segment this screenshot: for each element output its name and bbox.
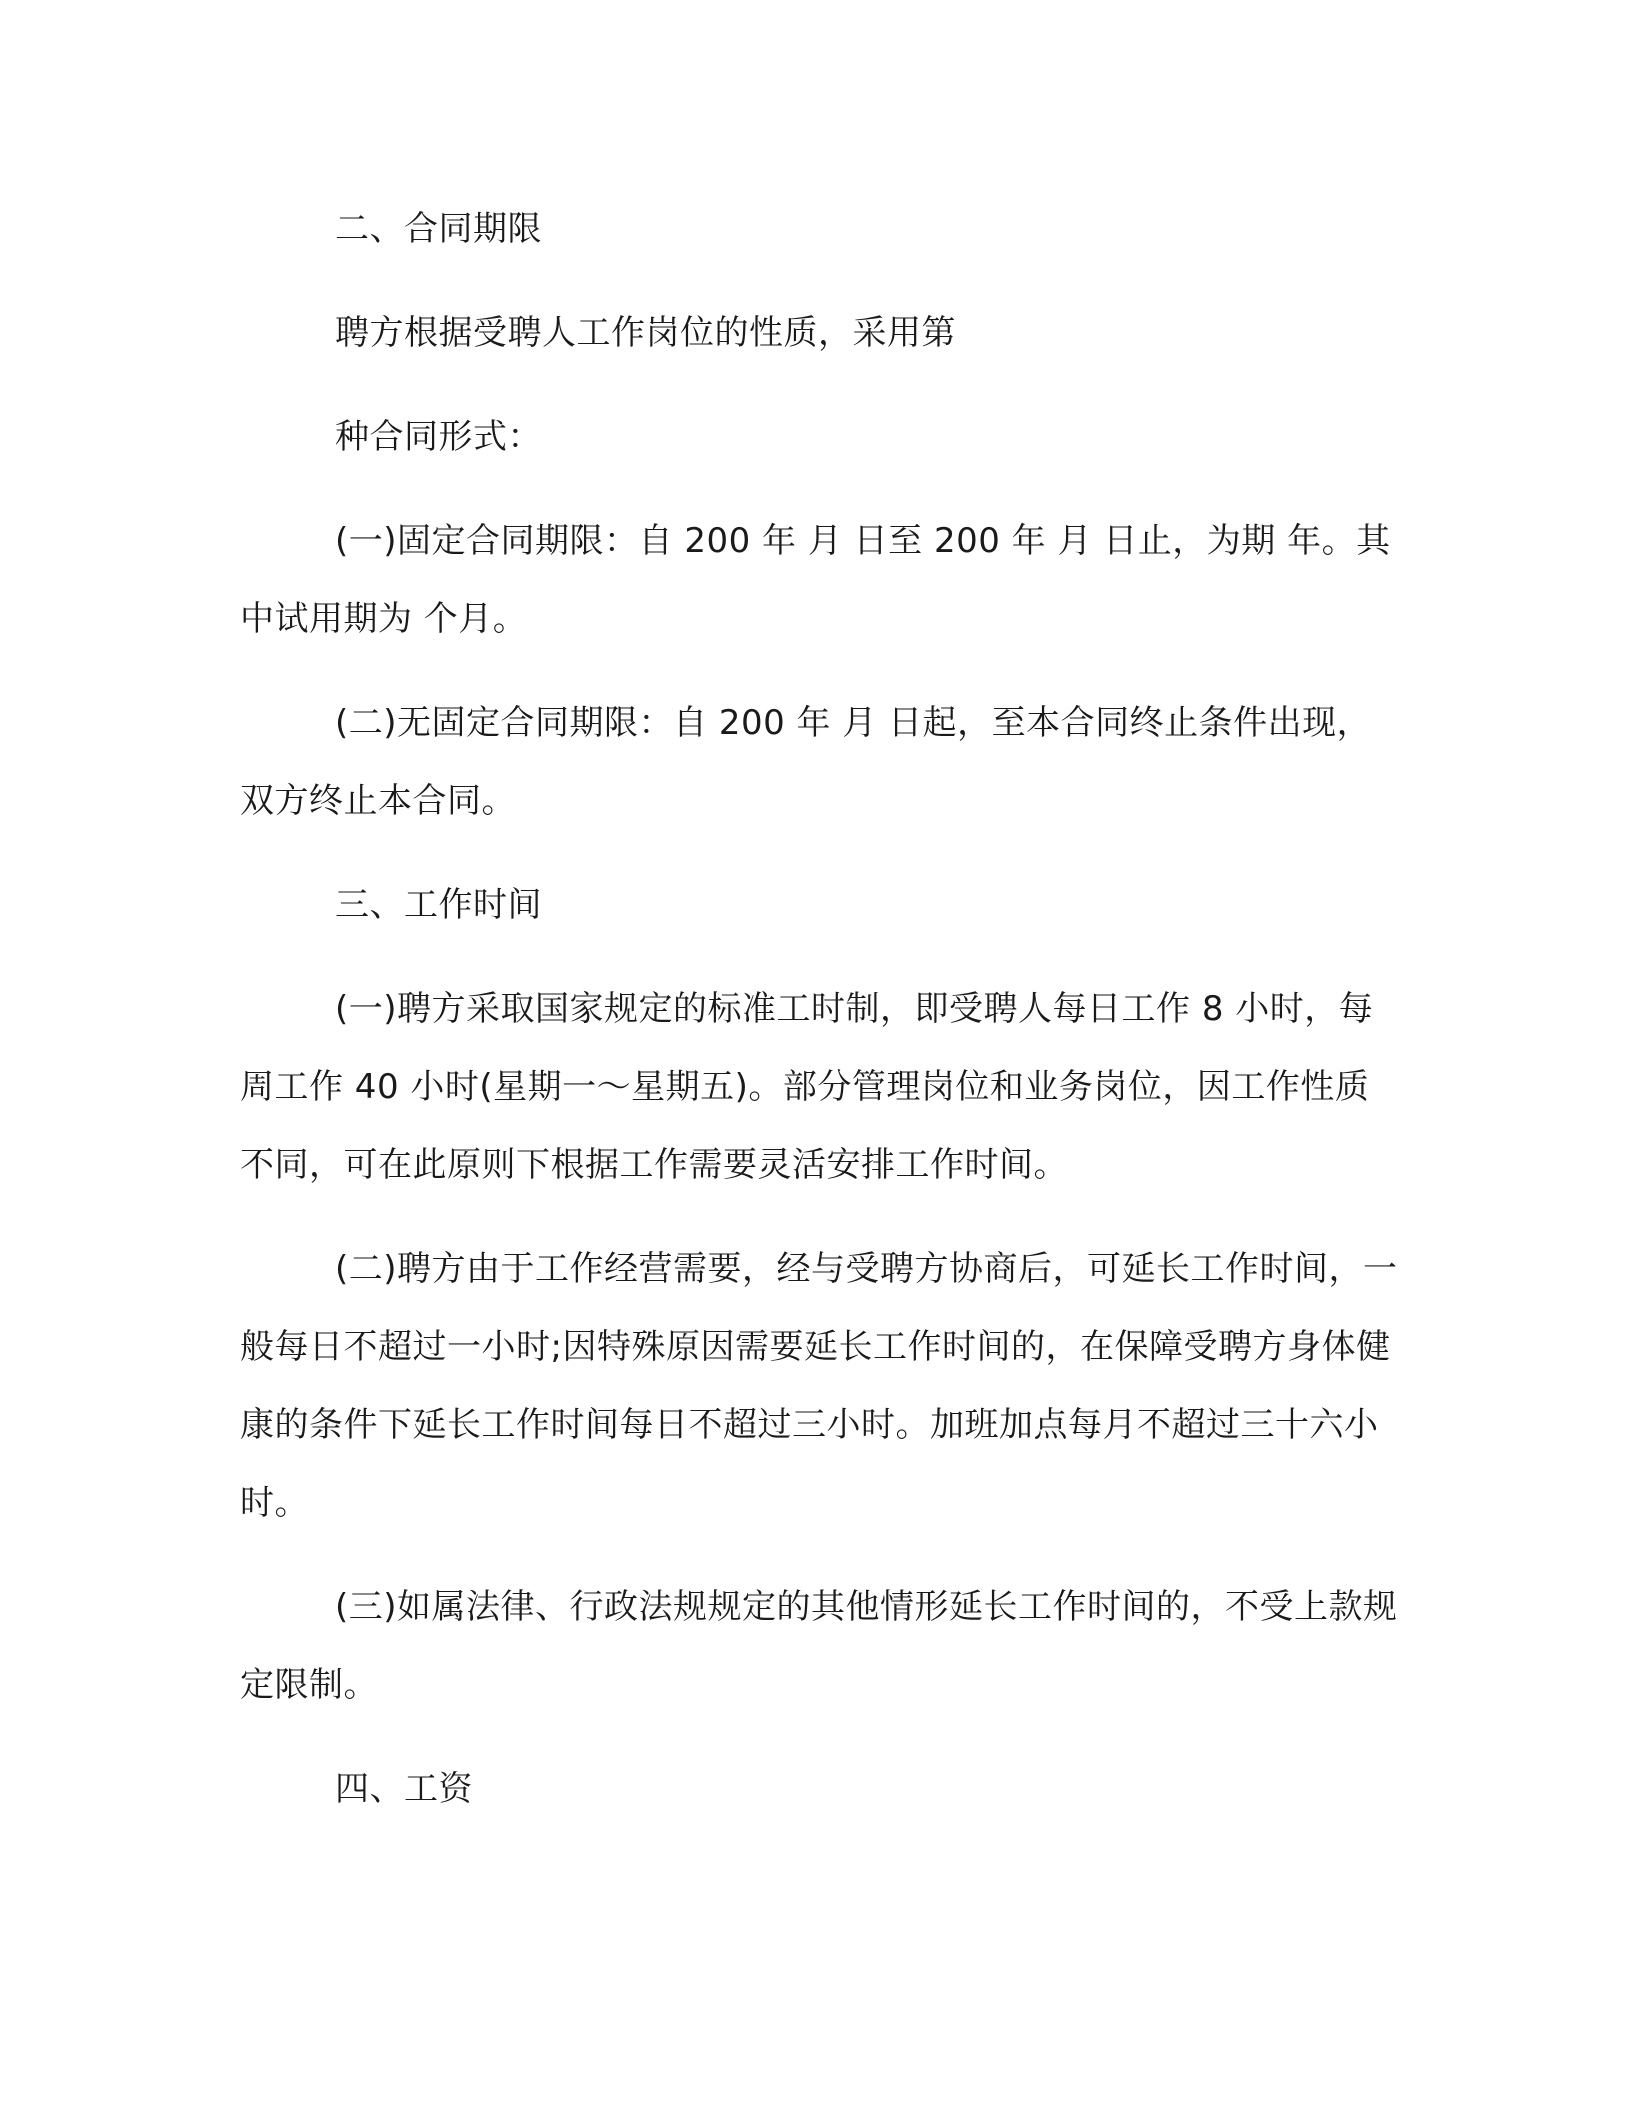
section-heading-contract-term: 二、合同期限 [335, 209, 542, 249]
paragraph-contract-form-line1: 聘方根据受聘人工作岗位的性质，采用第 [335, 313, 956, 353]
paragraph-fixed-term: (一)固定合同期限：自 200 年 月 日至 200 年 月 日止，为期 年。其中试用期为 个月。 [240, 521, 1391, 639]
paragraph-exceptions: (三)如属法律、行政法规规定的其他情形延长工作时间的，不受上款规定限制。 [240, 1587, 1398, 1705]
document-body [240, 190, 1400, 1854]
paragraph-contract-form-line2: 种合同形式： [335, 417, 542, 457]
paragraph-overtime: (二)聘方由于工作经营需要，经与受聘方协商后，可延长工作时间，一般每日不超过一小时;因特殊原因需要延长工作时间的，在保障受聘方身体健康的条件下延长工作时间每日不超过三小时。加班加点每月不超过三十六小时。 [240, 1249, 1398, 1523]
section-heading-working-hours: 三、工作时间 [335, 885, 542, 925]
paragraph-standard-hours: (一)聘方采取国家规定的标准工时制，即受聘人每日工作 8 小时，每周工作 40 小时(星期一～星期五)。部分管理岗位和业务岗位，因工作性质不同，可在此原则下根据工作需要灵活安排工作时间。 [240, 989, 1374, 1185]
section-heading-wages: 四、工资 [335, 1769, 473, 1809]
paragraph-open-term: (二)无固定合同期限：自 200 年 月 日起，至本合同终止条件出现，双方终止本合同。 [240, 703, 1372, 821]
